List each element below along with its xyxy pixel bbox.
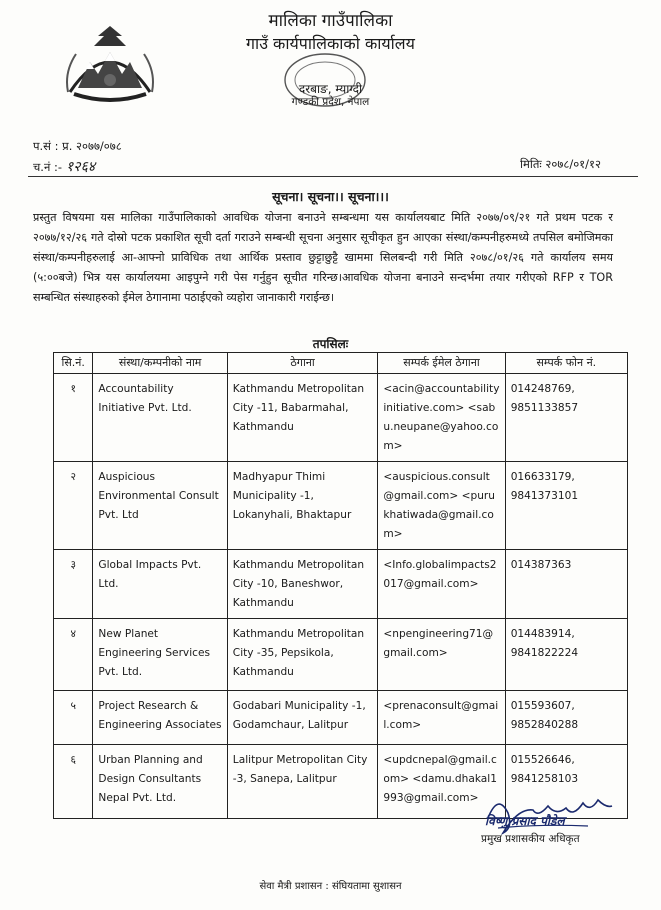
- signatory-name: विष्णु प्रसाद पौडेल: [485, 814, 565, 828]
- cell-phone: 014248769, 9851133857: [505, 374, 627, 462]
- cell-sn: ५: [54, 691, 93, 745]
- office-name: गाउँ कार्यपालिकाको कार्यालय: [246, 34, 415, 53]
- cell-name: Project Research & Engineering Associates: [93, 691, 227, 745]
- table-row: [54, 691, 628, 745]
- cell-email: <npengineering71@gmail.com>: [378, 619, 505, 691]
- cell-sn: १: [54, 374, 93, 462]
- cell-phone: 015593607, 9852840288: [505, 691, 627, 745]
- table-row: [54, 619, 628, 691]
- province-name: गण्डकी प्रदेश, नेपाल: [291, 96, 370, 108]
- cell-name: Global Impacts Pvt. Ltd.: [93, 550, 227, 619]
- col-header-address: ठेगाना: [227, 353, 378, 374]
- table-title: तपसिलः: [312, 337, 349, 351]
- notice-title: सूचना। सूचना।। सूचना।।।: [272, 189, 389, 204]
- cell-name: New Planet Engineering Services Pvt. Ltd.: [93, 619, 227, 691]
- office-location: दरबाङ, म्याग्दी: [298, 82, 363, 96]
- letter-ref-number: प.सं : प्र. २०७७/०७८: [33, 139, 122, 153]
- cell-phone: 015526646, 9841258103: [505, 745, 627, 819]
- cell-email: <prenaconsult@gmail.com>: [378, 691, 505, 745]
- cell-address: Kathmandu Metropolitan City -11, Babarmahal, Kathmandu: [227, 374, 378, 462]
- table-row: [54, 462, 628, 550]
- footer-slogan: सेवा मैत्री प्रशासन : संघियतामा सुशासन: [259, 881, 402, 892]
- cell-address: Madhyapur Thimi Municipality -1, Lokanyhali, Bhaktapur: [227, 462, 378, 550]
- cell-phone: 014387363: [505, 550, 627, 619]
- col-header-phone: सम्पर्क फोन नं.: [505, 353, 627, 374]
- letter-date: मितिः २०७८/०१/१२: [520, 157, 601, 171]
- cell-sn: ६: [54, 745, 93, 819]
- cell-phone: 014483914, 9841822224: [505, 619, 627, 691]
- cell-name: Auspicious Environmental Consult Pvt. Ltd: [93, 462, 227, 550]
- cell-phone: 016633179, 9841373101: [505, 462, 627, 550]
- table-header-row: [54, 353, 628, 374]
- dispatch-label: च.नं :-: [33, 160, 63, 174]
- cell-sn: ३: [54, 550, 93, 619]
- table-row: [54, 550, 628, 619]
- table-row: [54, 374, 628, 462]
- col-header-email: सम्पर्क ईमेल ठेगाना: [378, 353, 505, 374]
- cell-name: Urban Planning and Design Consultants Nepal Pvt. Ltd.: [93, 745, 227, 819]
- header-divider: [28, 176, 638, 177]
- cell-name: Accountability Initiative Pvt. Ltd.: [93, 374, 227, 462]
- cell-address: Godabari Municipality -1, Godamchaur, Lalitpur: [227, 691, 378, 745]
- cell-email: <updcnepal@gmail.com> <damu.dhakal1993@gmail.com>: [378, 745, 505, 819]
- cell-sn: २: [54, 462, 93, 550]
- col-header-sn: सि.नं.: [54, 353, 93, 374]
- cell-sn: ४: [54, 619, 93, 691]
- signatory-title: प्रमुख प्रशासकीय अधिकृत: [481, 833, 580, 845]
- cell-address: Kathmandu Metropolitan City -35, Pepsikola, Kathmandu: [227, 619, 378, 691]
- cell-address: Lalitpur Metropolitan City -3, Sanepa, Lalitpur: [227, 745, 378, 819]
- shortlist-table: [53, 352, 628, 819]
- cell-email: <auspicious.consult@gmail.com> <purukhatiwada@gmail.com>: [378, 462, 505, 550]
- dispatch-value: १२६४: [66, 159, 96, 175]
- notice-body: प्रस्तुत विषयमा यस मालिका गाउँपालिकाको आवधिक योजना बनाउने सम्बन्धमा यस कार्यालयबाट मिति २०७७/०९/२१ गते प्रथम पटक र २०७७/१२/२६ गते दोस्रो पटक प्रकाशित सूची दर्ता गराउने सम्बन्धी सूचना अनुसार सूचीकृत हुन आएका संस्था/कम्पनीहरुमध्ये तपसिल बमोजिमका संस्था/कम्पनीहरुलाई आ-आफ्नो प्राविधिक तथा आर्थिक प्रस्ताव छुट्टाछुट्टै खाममा सिलबन्दी गरी मिति २०७८/०१/२६ गते कार्यालय समय (५:००बजे) भित्र यस कार्यालयमा आइपुग्ने गरी पेस गर्नुहुन सूचीत गरिन्छ।आवधिक योजना बनाउने सन्दर्भमा तयार गरीएको RFP र TOR सम्बन्धित संस्थाहरुको ईमेल ठेगानामा पठाईएको व्यहोरा जानाकारी गराईन्छ।: [33, 211, 613, 304]
- col-header-name: संस्था/कम्पनीको नाम: [93, 353, 227, 374]
- org-name: मालिका गाउँपालिका: [268, 11, 393, 31]
- dispatch-number: [33, 157, 95, 176]
- cell-address: Kathmandu Metropolitan City -10, Baneshwor, Kathmandu: [227, 550, 378, 619]
- cell-email: <acin@accountabilityinitiative.com> <sabu.neupane@yahoo.com>: [378, 374, 505, 462]
- cell-email: <Info.globalimpacts2017@gmail.com>: [378, 550, 505, 619]
